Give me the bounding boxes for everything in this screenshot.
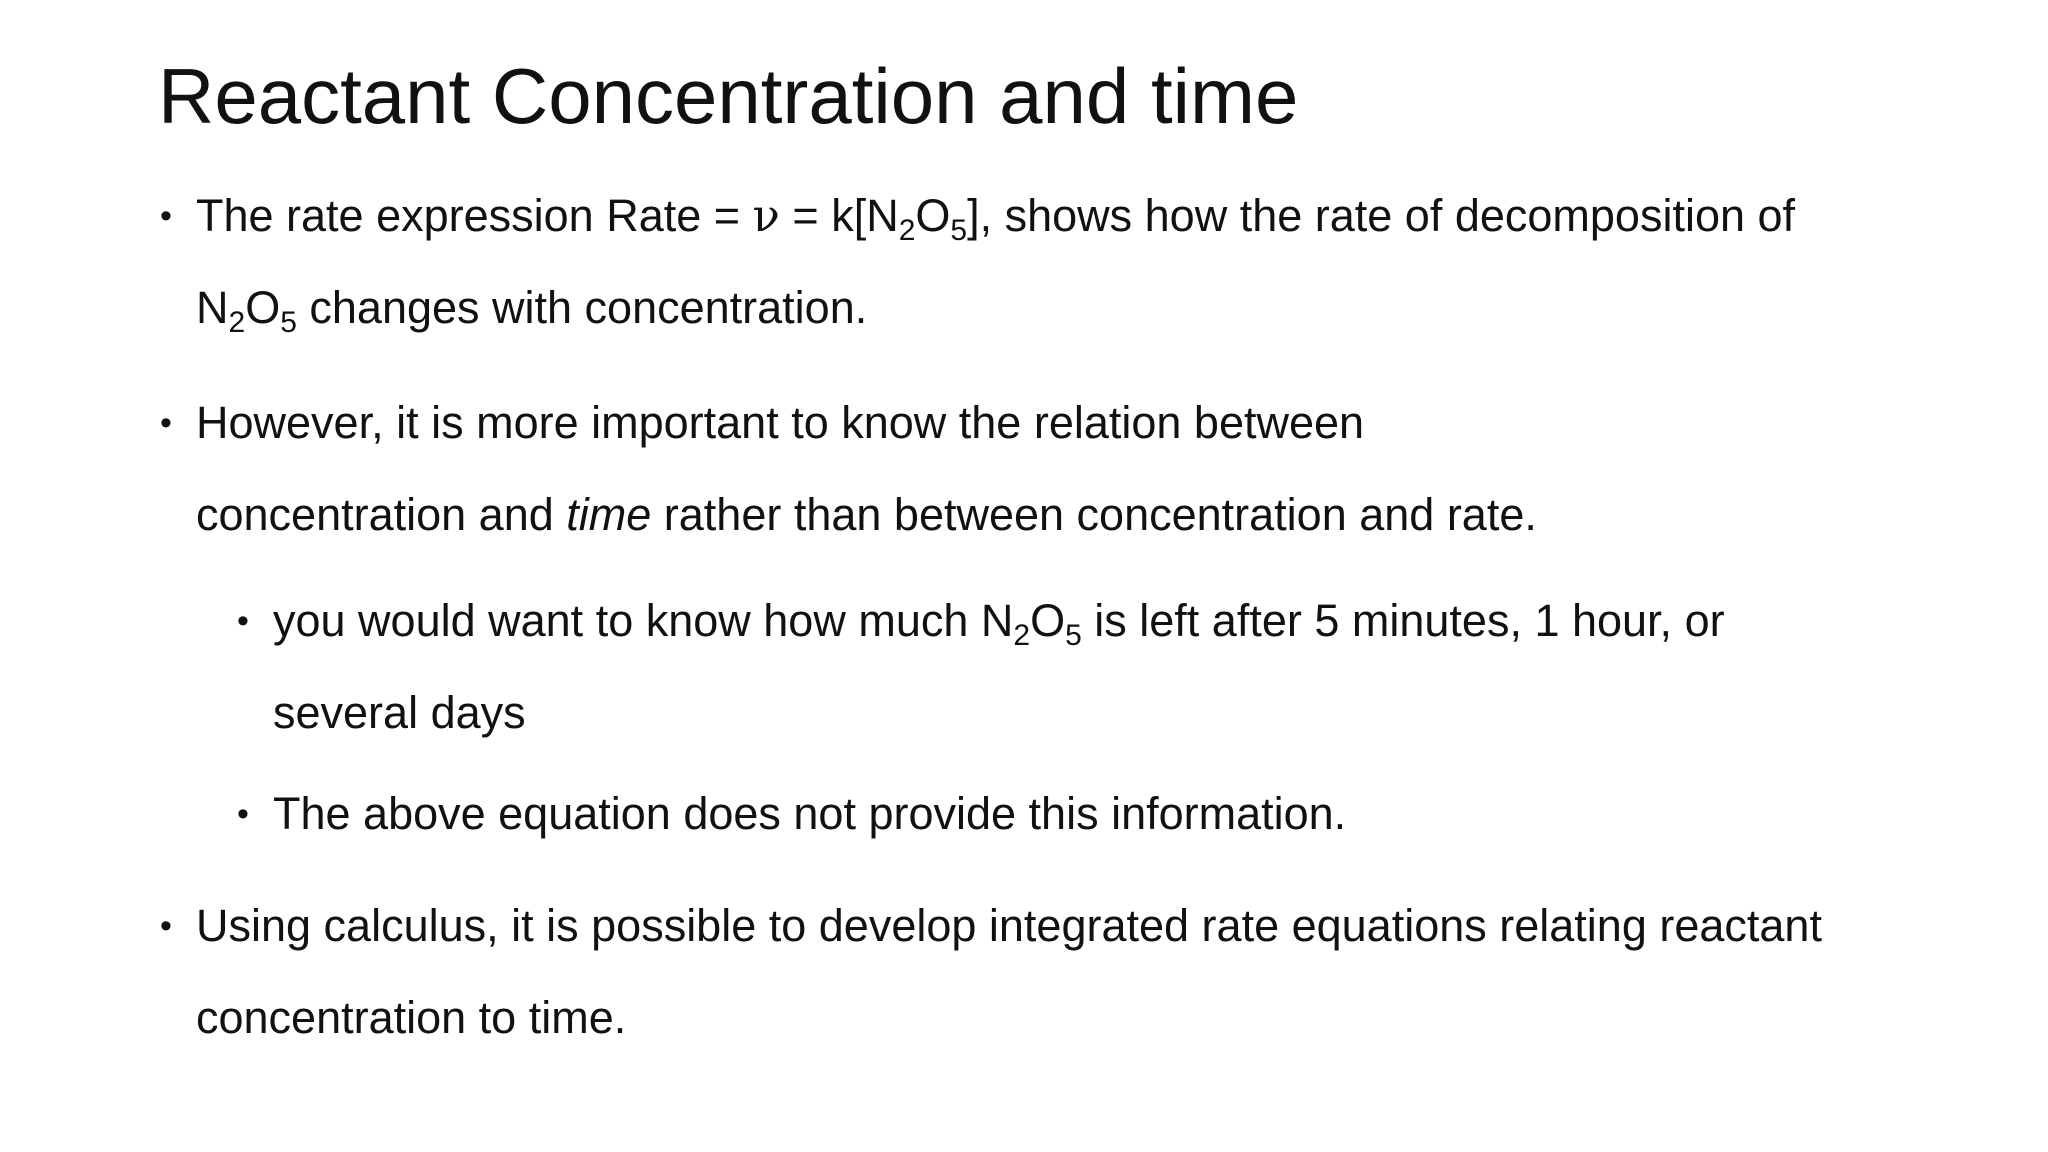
text: changes with concentration.	[296, 282, 868, 333]
text: ], shows how the rate of decomposition of	[967, 190, 1796, 241]
text: rather than between concentration and rate.	[651, 489, 1537, 540]
text: is left after 5 minutes, 1 hour, or	[1081, 595, 1725, 646]
bullet-calculus	[160, 880, 1936, 1064]
text: O	[915, 190, 951, 241]
subscript: 2	[228, 306, 246, 339]
subscript: 5	[280, 306, 297, 339]
subbullet-how-much-left	[237, 575, 1853, 759]
bullet-rate-expression	[160, 170, 1926, 354]
bullet-dot: •	[160, 197, 172, 235]
text: N	[196, 282, 229, 333]
text: several days	[273, 687, 526, 738]
subscript: 5	[950, 214, 968, 247]
text: However, it is more important to know the relation between	[196, 397, 1365, 448]
bullet-dot: •	[237, 795, 249, 833]
text: you would want to know how much N	[273, 595, 1014, 646]
text: O	[1030, 595, 1066, 646]
subbullet-no-information	[237, 768, 1853, 860]
bullet-dot: •	[237, 602, 249, 640]
subscript: 2	[898, 214, 916, 247]
slide-title: Reactant Concentration and time	[158, 52, 1299, 140]
emphasis-time: time	[566, 489, 652, 540]
text: The above equation does not provide this information.	[273, 788, 1347, 839]
text: concentration and	[196, 489, 567, 540]
text: O	[245, 282, 281, 333]
text: The rate expression Rate =	[196, 190, 753, 241]
text: concentration to time.	[196, 992, 627, 1043]
bullet-dot: •	[160, 907, 172, 945]
nu-symbol: ν	[752, 189, 780, 242]
subscript: 5	[1065, 619, 1082, 652]
bullet-dot: •	[160, 404, 172, 442]
text: Using calculus, it is possible to develop integrated rate equations relating reactant	[196, 900, 1822, 951]
subscript: 2	[1013, 619, 1031, 652]
bullet-concentration-time	[160, 377, 1926, 561]
text: = k[N	[779, 190, 899, 241]
